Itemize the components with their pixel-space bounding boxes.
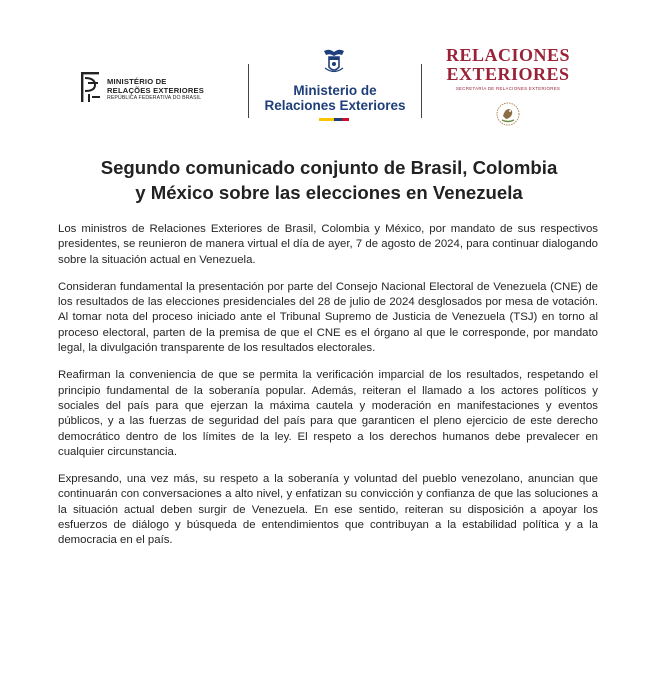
document-body — [58, 222, 598, 561]
logo-divider — [421, 64, 422, 118]
mexico-logo-line3: SECRETARÍA DE RELACIONES EXTERIORES — [455, 86, 561, 91]
title-line-2: y México sobre las elecciones en Venezuela — [135, 182, 523, 203]
paragraph-1: Los ministros de Relaciones Exteriores de Brasil, Colombia y México, por mandato de sus respectivos presidentes, se reunieron de manera virtual el día de ayer, 7 de agosto de 2024, para continuar dialogando sobre la situación actual en Venezuela. — [58, 223, 598, 266]
paragraph-2: Consideran fundamental la presentación por parte del Consejo Nacional Electoral de Venezuela (CNE) de los resultados de las elecciones presidenciales del 28 de julio de 2024 desglosados por mesa de votación. Al tomar nota del proceso iniciado ante el Tribunal Supremo de Justicia de Venezuela (TSJ) en torno al proceso electoral, parten de la premisa de que el CNE es el órgano al que le corresponde, por mandato legal, la divulgación transparente de los resultados electorales. — [58, 280, 598, 355]
logo-divider — [248, 64, 249, 118]
colombia-coat-of-arms-icon — [321, 48, 347, 76]
colombia-logo-line2: Relaciones Exteriores — [264, 98, 406, 113]
brazil-logo-line3: REPÚBLICA FEDERATIVA DO BRASIL — [107, 95, 202, 101]
document-title — [60, 155, 598, 205]
title-line-1: Segundo comunicado conjunto de Brasil, Colombia — [100, 157, 558, 178]
mexico-eagle-seal-icon — [496, 102, 520, 126]
brazil-ministry-logo — [79, 70, 239, 106]
paragraph-3: Reafirman la conveniencia de que se permita la verificación imparcial de los resultados, respetando el principio fundamental de la soberanía popular. Además, reiteran el llamado a los actores políticos y sociales del país para que ejerzan la máxima cautela y moderación en manifestaciones y eventos públicos, y a las fuerzas de seguridad del país para que garanticen el pleno ejercicio de este derecho democrático dentro de los límites de la ley. El respeto a los derechos humanos debe prevalecer en cualquier circunstancia. — [58, 369, 598, 458]
colombia-logo-line1: Ministerio de — [293, 83, 377, 98]
brazil-logo-line1: MINISTÉRIO DE — [107, 77, 167, 86]
itamaraty-emblem-icon — [79, 70, 103, 104]
colombia-flag-stripe — [319, 118, 349, 121]
mexico-sre-logo — [438, 46, 578, 130]
colombia-ministry-logo — [255, 48, 415, 124]
paragraph-4: Expresando, una vez más, su respeto a la soberanía y voluntad del pueblo venezolano, anuncian que continuarán con conversaciones a alto nivel, y enfatizan su convicción y confianza de que las soluciones a la situación actual deben surgir de Venezuela. En ese sentido, reiteran su disposición a apoyar los esfuerzos de diálogo y búsqueda de entendimientos que contribuyan a la estabilidad política y a la democracia en el país. — [58, 473, 598, 547]
header-logos — [0, 40, 656, 130]
mexico-logo-line1: RELACIONES — [445, 45, 571, 65]
mexico-logo-line2: EXTERIORES — [446, 64, 570, 84]
brazil-logo-line2: RELAÇÕES EXTERIORES — [107, 85, 205, 95]
